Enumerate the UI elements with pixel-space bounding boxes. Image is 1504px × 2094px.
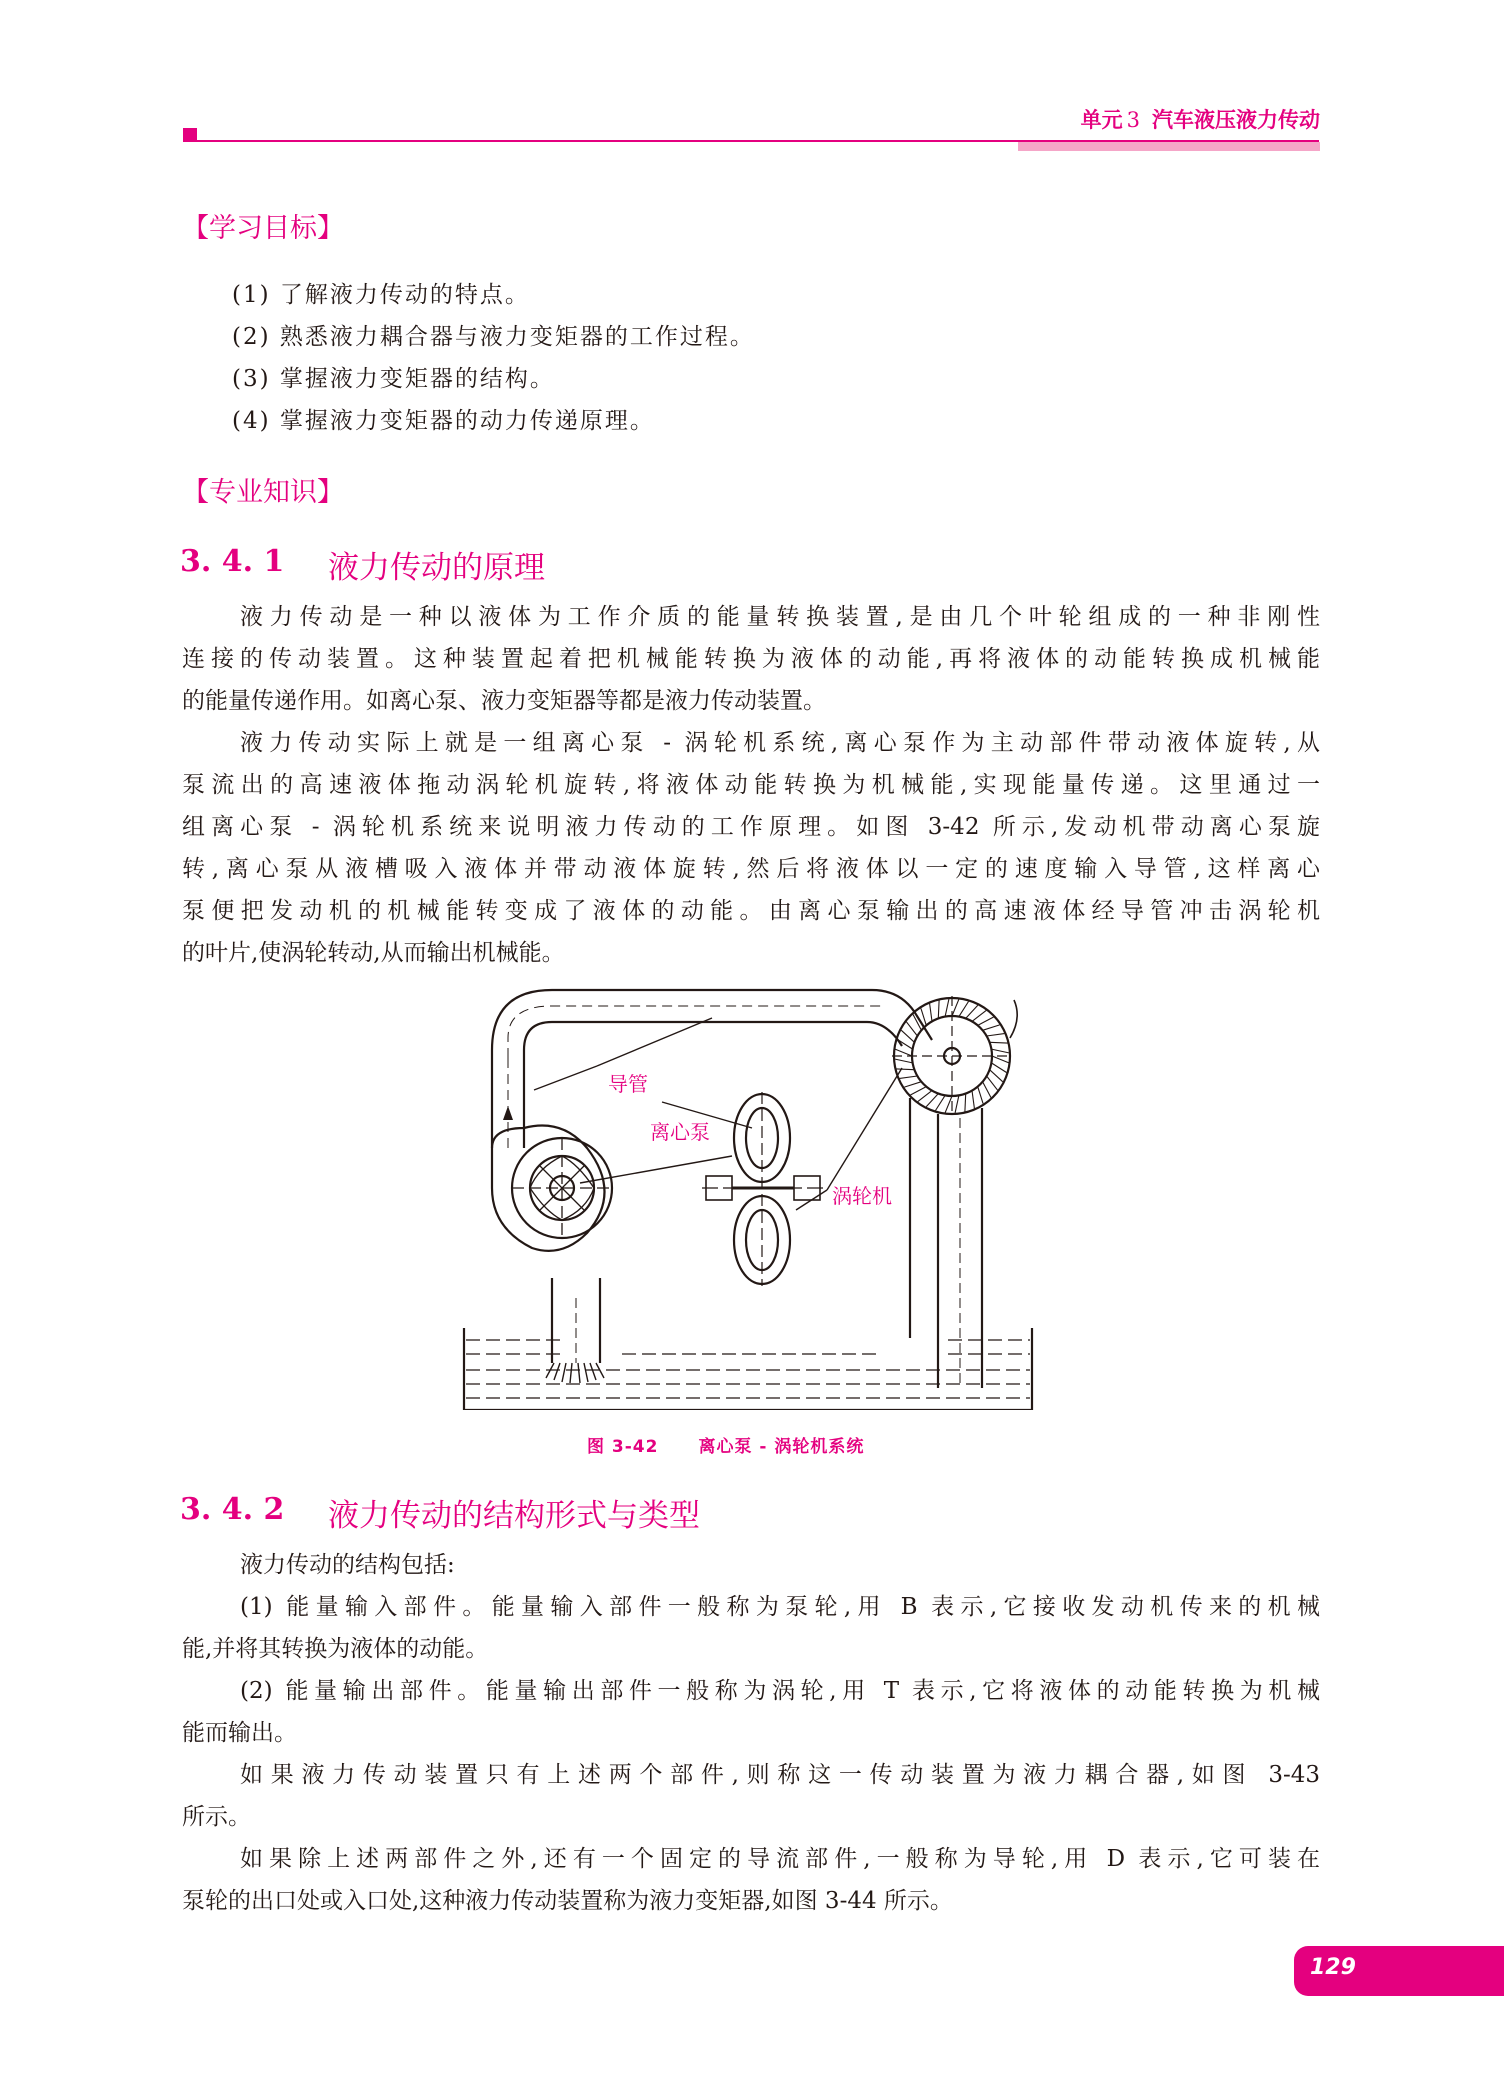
turbine-blade	[983, 1025, 1000, 1030]
turbine-blade	[926, 1094, 938, 1107]
paragraph-line: 液力传动的结构包括:	[240, 1552, 455, 1578]
section-number: 3. 4. 2	[180, 1492, 285, 1527]
page-number: 129	[1310, 1955, 1356, 1980]
turbine-blade	[900, 1076, 918, 1078]
header-marker	[183, 128, 197, 142]
label-pump: 离心泵	[650, 1120, 710, 1144]
paragraph-line: 液力传动实际上就是一组离心泵 - 涡轮机系统,离心泵作为主动部件带动液体旋转,从	[240, 730, 1320, 756]
turbine-blade	[910, 1087, 926, 1095]
unit-number: 3	[1126, 108, 1140, 132]
section-title: 液力传动的结构形式与类型	[328, 1498, 700, 1534]
paragraph-line: 所示。	[182, 1804, 251, 1830]
turbine-blade	[895, 1059, 913, 1063]
turbine-blade	[978, 1017, 994, 1025]
paragraph-line: 的能量传递作用。如离心泵、液力变矩器等都是液力传动装置。	[182, 688, 826, 714]
turbine-blade	[990, 1042, 1008, 1043]
paragraph-line: (2) 能量输出部件。能量输出部件一般称为涡轮,用 T 表示,它将液体的动能转换为机械	[240, 1678, 1320, 1704]
turbine-blade	[991, 1049, 1009, 1053]
header-band	[1018, 142, 1320, 151]
paragraph-line: 组离心泵 - 涡轮机系统来说明液力传动的工作原理。如图 3-42 所示,发动机带动离心泵旋	[182, 814, 1320, 840]
turbine-blade	[972, 1091, 974, 1109]
section-title: 液力传动的原理	[328, 550, 545, 586]
pump-turbine-diagram	[462, 978, 1034, 1410]
objective-item: (3) 掌握液力变矩器的结构。	[232, 366, 555, 392]
turbine-blade	[945, 1096, 952, 1113]
turbine-blade	[918, 1091, 932, 1102]
turbine-blade	[895, 1049, 912, 1056]
turbine-blade	[987, 1076, 998, 1090]
turbine-blade	[952, 999, 959, 1016]
chapter-title: 汽车液压液力传动	[1152, 108, 1320, 132]
turbine-blade	[906, 1022, 917, 1036]
objective-item: (2) 熟悉液力耦合器与液力变矩器的工作过程。	[232, 324, 755, 350]
paragraph-line: 泵便把发动机的机械能转变成了液体的动能。由离心泵输出的高速液体经导管冲击涡轮机	[182, 898, 1320, 924]
paragraph-line: 转,离心泵从液槽吸入液体并带动液体旋转,然后将液体以一定的速度输入导管,这样离心	[182, 856, 1320, 882]
turbine-blade	[897, 1069, 915, 1070]
paragraph-line: 液力传动是一种以液体为工作介质的能量转换装置,是由几个叶轮组成的一种非刚性	[240, 604, 1320, 630]
section-number: 3. 4. 1	[180, 544, 285, 579]
turbine-blade	[904, 1082, 921, 1087]
paragraph-line: 泵轮的出口处或入口处,这种液力传动装置称为液力变矩器,如图 3-44 所示。	[182, 1888, 953, 1914]
unit-label: 单元	[1080, 108, 1123, 132]
objective-item: (4) 掌握液力变矩器的动力传递原理。	[232, 408, 655, 434]
turbine-blade	[990, 1070, 1003, 1082]
turbine-blade	[955, 1095, 959, 1113]
objective-item: (1) 了解液力传动的特点。	[232, 282, 530, 308]
turbine-blade	[978, 1087, 983, 1104]
paragraph-line: 如果除上述两部件之外,还有一个固定的导流部件,一般称为导轮,用 D 表示,它可装在	[240, 1846, 1320, 1872]
turbine-blade	[938, 1001, 939, 1019]
turbine-blade	[959, 1002, 969, 1017]
turbine-blade	[991, 1063, 1006, 1073]
turbine-blade	[945, 999, 949, 1017]
turbine-blade	[965, 1094, 966, 1112]
turbine-blade	[992, 1056, 1009, 1063]
objectives-heading: 【学习目标】	[182, 213, 344, 244]
paragraph-line: 能,并将其转换为液体的动能。	[182, 1636, 489, 1662]
label-pipe: 导管	[608, 1072, 648, 1096]
label-turbine: 涡轮机	[832, 1184, 892, 1208]
figure-caption-number: 图 3-42	[587, 1437, 659, 1457]
running-header	[1010, 104, 1320, 134]
paragraph-line: 泵流出的高速液体拖动涡轮机旋转,将液体动能转换为机械能,实现能量传递。这里通过一	[182, 772, 1320, 798]
paragraph-line: (1) 能量输入部件。能量输入部件一般称为泵轮,用 B 表示,它接收发动机传来的机械	[240, 1594, 1320, 1620]
paragraph-line: 的叶片,使涡轮转动,从而输出机械能。	[182, 940, 565, 966]
paragraph-line: 如果液力传动装置只有上述两个部件,则称这一传动装置为液力耦合器,如图 3-43	[240, 1762, 1320, 1788]
turbine-blade	[983, 1082, 991, 1098]
turbine-blade	[930, 1004, 932, 1022]
paragraph-line: 连接的传动装置。这种装置起着把机械能转换为液体的动能,再将液体的动能转换成机械能	[182, 646, 1320, 672]
turbine-blade	[936, 1095, 946, 1110]
figure-caption-title: 离心泵 - 涡轮机系统	[698, 1437, 865, 1457]
turbine-blade	[966, 1005, 978, 1018]
paragraph-line: 能而输出。	[182, 1720, 297, 1746]
knowledge-heading: 【专业知识】	[182, 477, 344, 508]
turbine-blade	[901, 1030, 914, 1042]
turbine-blade	[987, 1034, 1005, 1036]
turbine-blade	[972, 1010, 986, 1021]
figure-caption	[587, 1432, 864, 1457]
